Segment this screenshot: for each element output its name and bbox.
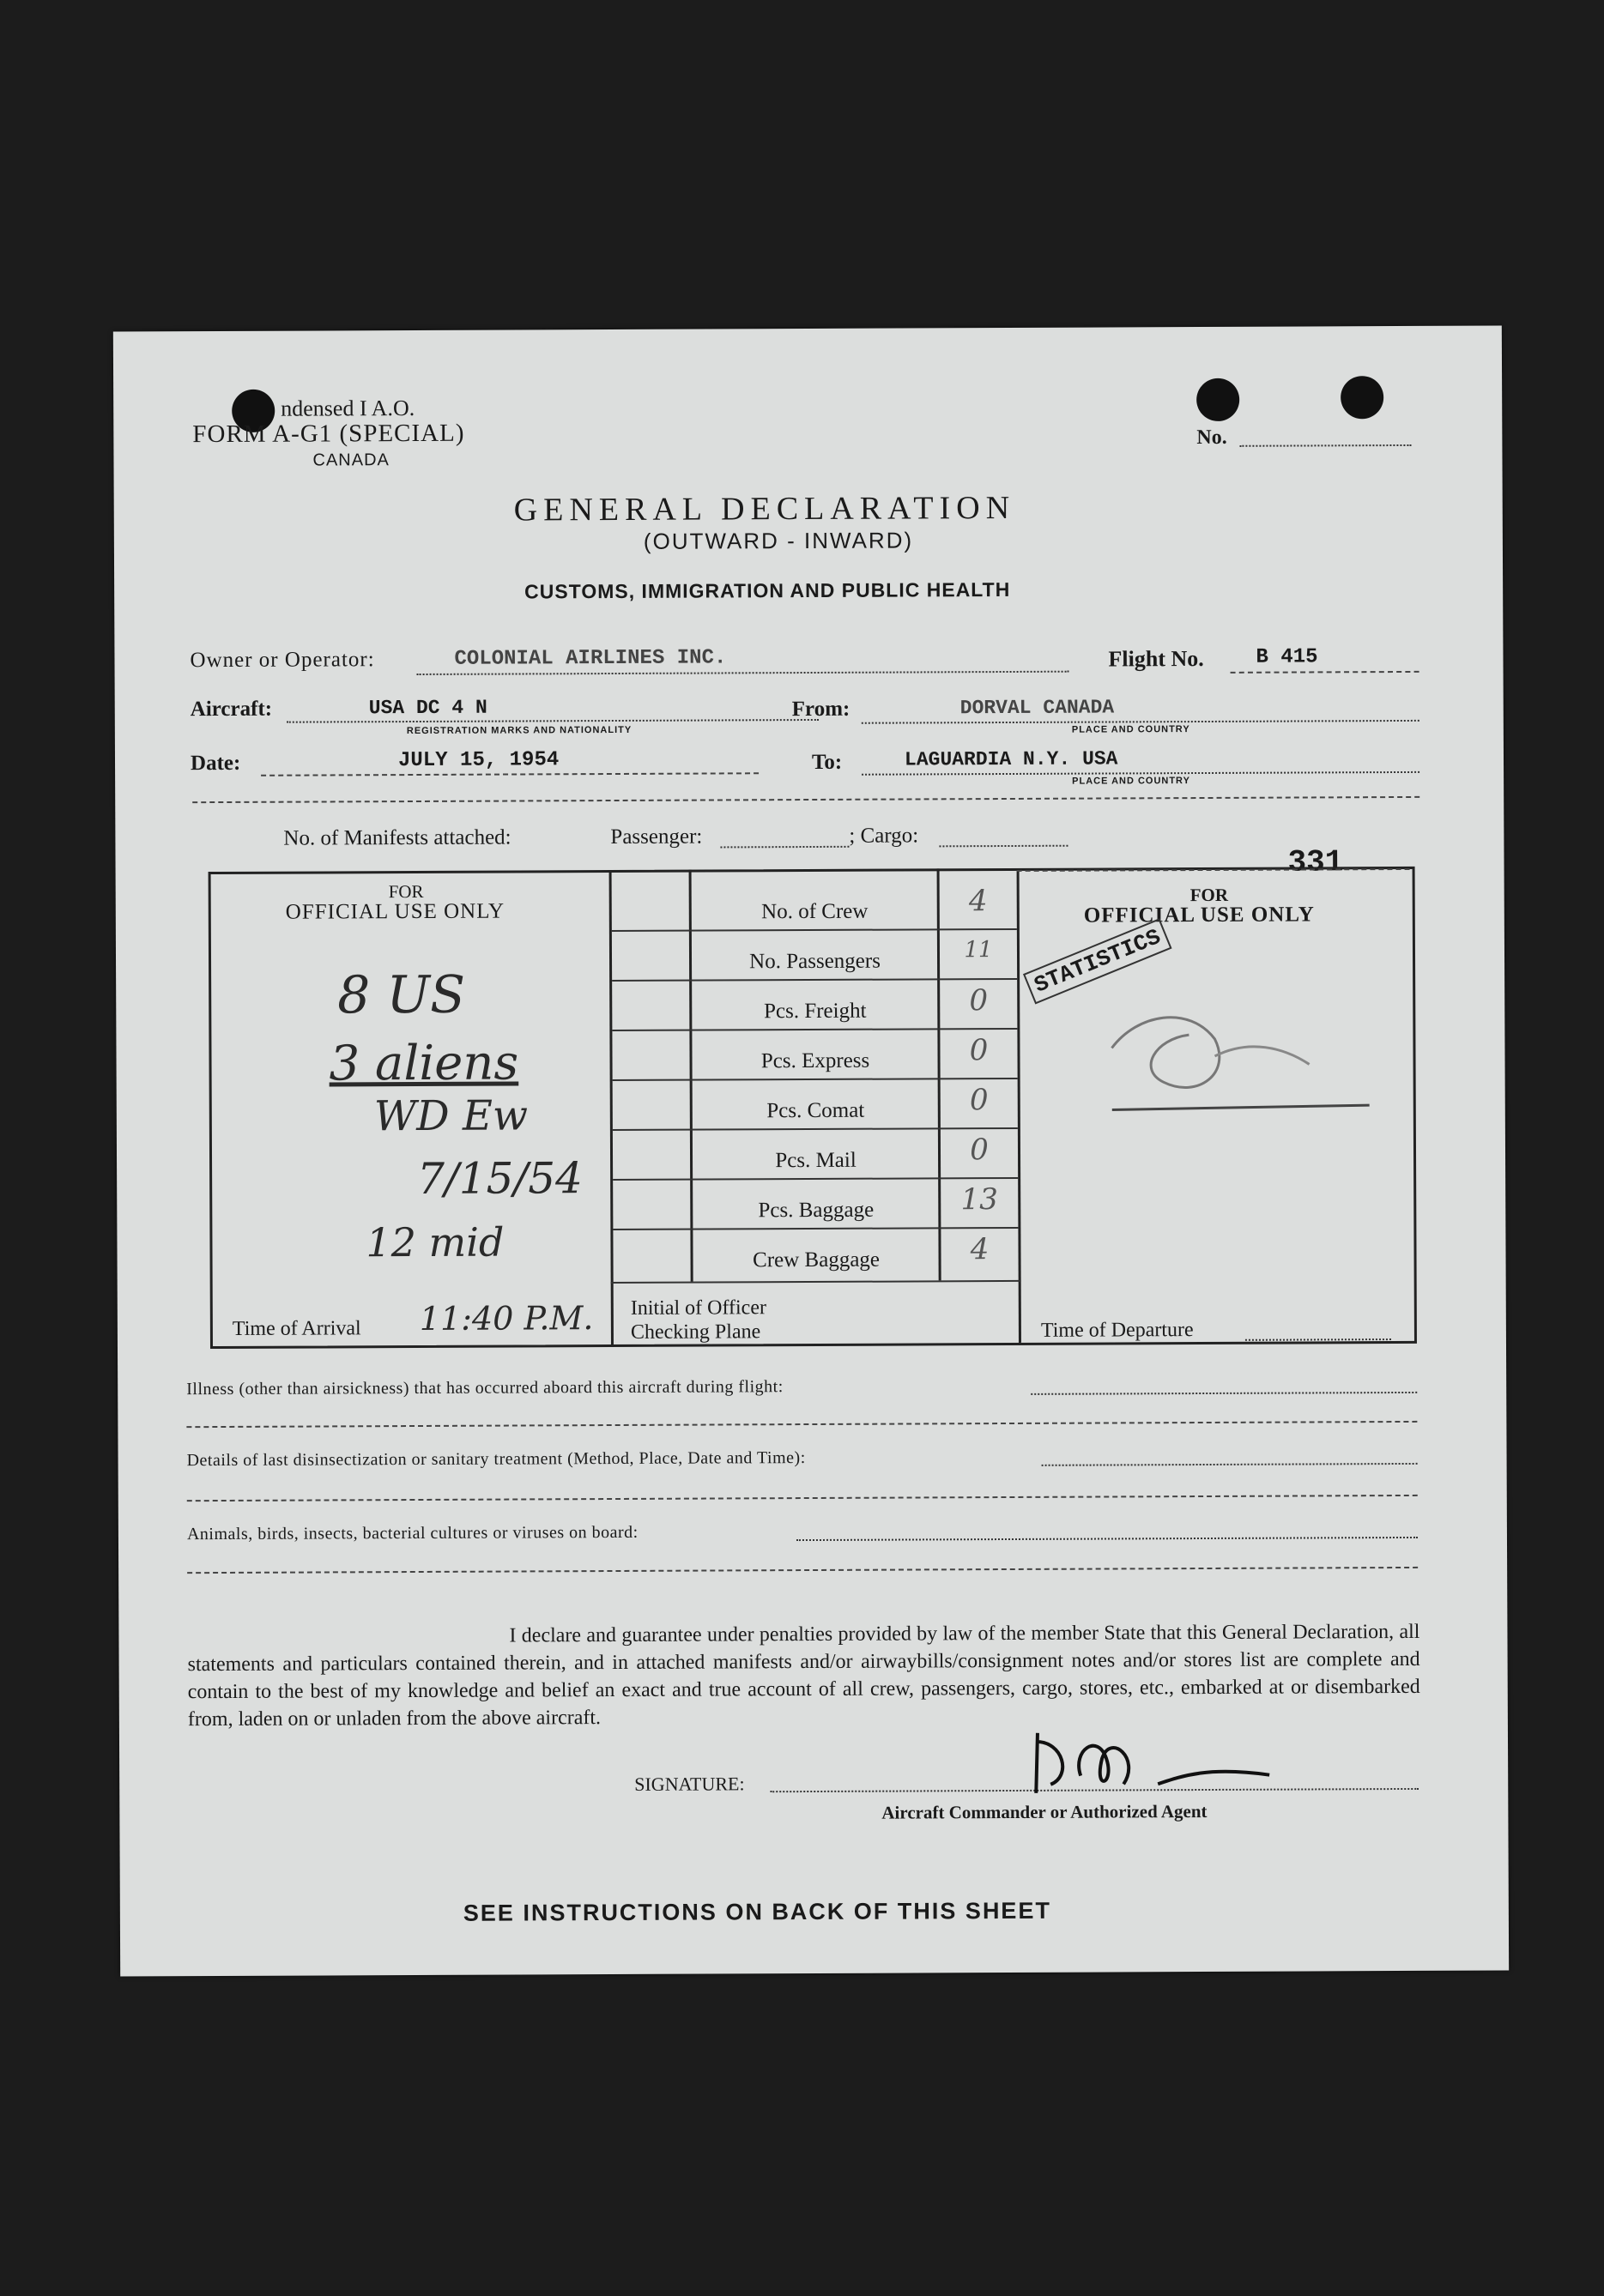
cargo-line <box>939 845 1068 848</box>
aircraft-label: Aircraft: <box>190 697 273 722</box>
form-subtitle: (OUTWARD - INWARD) <box>643 527 914 554</box>
disinsect-line <box>1042 1463 1418 1466</box>
date-value: JULY 15, 1954 <box>397 748 560 773</box>
from-value: DORVAL CANADA <box>959 696 1115 720</box>
officer-label-2: Checking Plane <box>630 1320 761 1344</box>
row-value-express: 0 <box>969 1033 989 1068</box>
departure-label: Time of Departure <box>1040 1319 1194 1342</box>
handwritten-note: 7/15/54 <box>417 1153 584 1205</box>
disinsect-line-2 <box>187 1495 1418 1501</box>
disinsect-label: Details of last disinsectization or sanitary treatment (Method, Place, Date and Time): <box>186 1448 806 1471</box>
animals-line <box>796 1537 1418 1541</box>
row-value-mail: 0 <box>970 1133 989 1168</box>
divider-line <box>192 796 1419 803</box>
row-value-comat: 0 <box>969 1083 989 1118</box>
row-label-comat: Pcs. Comat <box>766 1098 865 1123</box>
punch-hole <box>1196 378 1239 421</box>
from-label: From: <box>791 697 850 722</box>
punch-hole <box>1341 376 1383 419</box>
illness-line-2 <box>186 1421 1417 1428</box>
signature-caption: Aircraft Commander or Authorized Agent <box>881 1800 1208 1823</box>
form-title: GENERAL DECLARATION <box>513 489 1016 529</box>
row-value-crew-baggage: 4 <box>970 1232 990 1267</box>
passenger-label: Passenger: <box>610 825 703 849</box>
stamp-scribble <box>1086 987 1370 1125</box>
owner-label: Owner or Operator: <box>190 648 375 673</box>
no-label: No. <box>1196 426 1227 450</box>
declaration-text: I declare and guarantee under penalties provided by law of the member State that this General Declaration, all statements and particulars contained therein, and in attached manifests and/or airwaybills/consignment notes and/or stores list are complete and contain to the best of my knowledge and belief an exact and true account of all crew, passengers, cargo, stores, etc., embarked at or disembarked from, laden on or unladen from the above aircraft. <box>187 1620 1420 1731</box>
from-caption: PLACE AND COUNTRY <box>1071 724 1190 735</box>
illness-label: Illness (other than airsickness) that has occurred aboard this aircraft during flight: <box>186 1377 784 1399</box>
row-label-baggage: Pcs. Baggage <box>758 1198 875 1223</box>
flight-label: Flight No. <box>1108 645 1204 672</box>
cargo-label: ; Cargo: <box>849 824 919 848</box>
form-id: FORM A-G1 (SPECIAL) <box>192 419 465 449</box>
signature-label: SIGNATURE: <box>634 1773 745 1795</box>
owner-value: COLONIAL AIRLINES INC. <box>454 646 727 671</box>
arrival-label: Time of Arrival <box>232 1317 361 1340</box>
row-label-crew-baggage: Crew Baggage <box>753 1248 881 1272</box>
to-label: To: <box>811 750 843 774</box>
left-header-official: OFFICIAL USE ONLY <box>285 899 505 924</box>
row-value-crew: 4 <box>968 884 988 919</box>
arrival-value: 11:40 P.M. <box>419 1299 594 1338</box>
illness-line <box>1031 1392 1417 1395</box>
to-line <box>862 771 1419 776</box>
animals-label: Animals, birds, insects, bacterial cultures or viruses on board: <box>186 1522 639 1544</box>
form-country: CANADA <box>312 450 390 470</box>
row-label-mail: Pcs. Mail <box>775 1148 856 1173</box>
aircraft-value: USA DC 4 N <box>368 696 487 720</box>
flight-value: B 415 <box>1256 645 1318 669</box>
general-declaration-form <box>113 325 1509 1976</box>
right-header-official: OFFICIAL USE ONLY <box>1083 903 1315 927</box>
left-header-for: FOR <box>388 880 424 903</box>
passenger-line <box>720 846 849 849</box>
statistics-stamp: STATISTICS <box>1023 918 1172 1004</box>
no-field-line <box>1239 444 1411 447</box>
owner-line <box>417 671 1069 675</box>
right-header-for: FOR <box>1189 884 1229 906</box>
officer-label-1: Initial of Officer <box>630 1296 767 1320</box>
row-label-passengers: No. Passengers <box>749 949 881 974</box>
row-label-express: Pcs. Express <box>760 1048 870 1073</box>
from-line <box>862 720 1419 724</box>
handwritten-note: WD Ew <box>373 1091 529 1141</box>
row-value-freight: 0 <box>969 983 989 1018</box>
handwritten-note: 3 aliens <box>329 1035 519 1092</box>
date-line <box>261 772 759 776</box>
aircraft-caption: REGISTRATION MARKS AND NATIONALITY <box>406 724 633 737</box>
to-caption: PLACE AND COUNTRY <box>1072 776 1190 787</box>
manifests-label: No. of Manifests attached: <box>283 825 511 850</box>
agencies-line: CUSTOMS, IMMIGRATION AND PUBLIC HEALTH <box>524 577 1011 603</box>
number-331: 331 <box>1287 844 1344 880</box>
to-value: LAGUARDIA N.Y. USA <box>904 747 1118 771</box>
row-value-baggage: 13 <box>960 1182 998 1217</box>
row-value-passengers: 11 <box>964 937 993 964</box>
date-label: Date: <box>190 751 241 776</box>
animals-line-2 <box>187 1567 1418 1574</box>
row-label-crew: No. of Crew <box>761 899 869 924</box>
footer-instructions: SEE INSTRUCTIONS ON BACK OF THIS SHEET <box>463 1897 1051 1926</box>
handwritten-note: 8 US <box>337 964 466 1026</box>
handwritten-note: 12 mid <box>366 1218 505 1266</box>
aircraft-line <box>287 719 819 723</box>
flight-line <box>1231 671 1419 674</box>
row-label-freight: Pcs. Freight <box>763 999 867 1024</box>
condensed-icao: ndensed I A.O. <box>281 396 415 421</box>
signature-scribble <box>1012 1724 1286 1802</box>
